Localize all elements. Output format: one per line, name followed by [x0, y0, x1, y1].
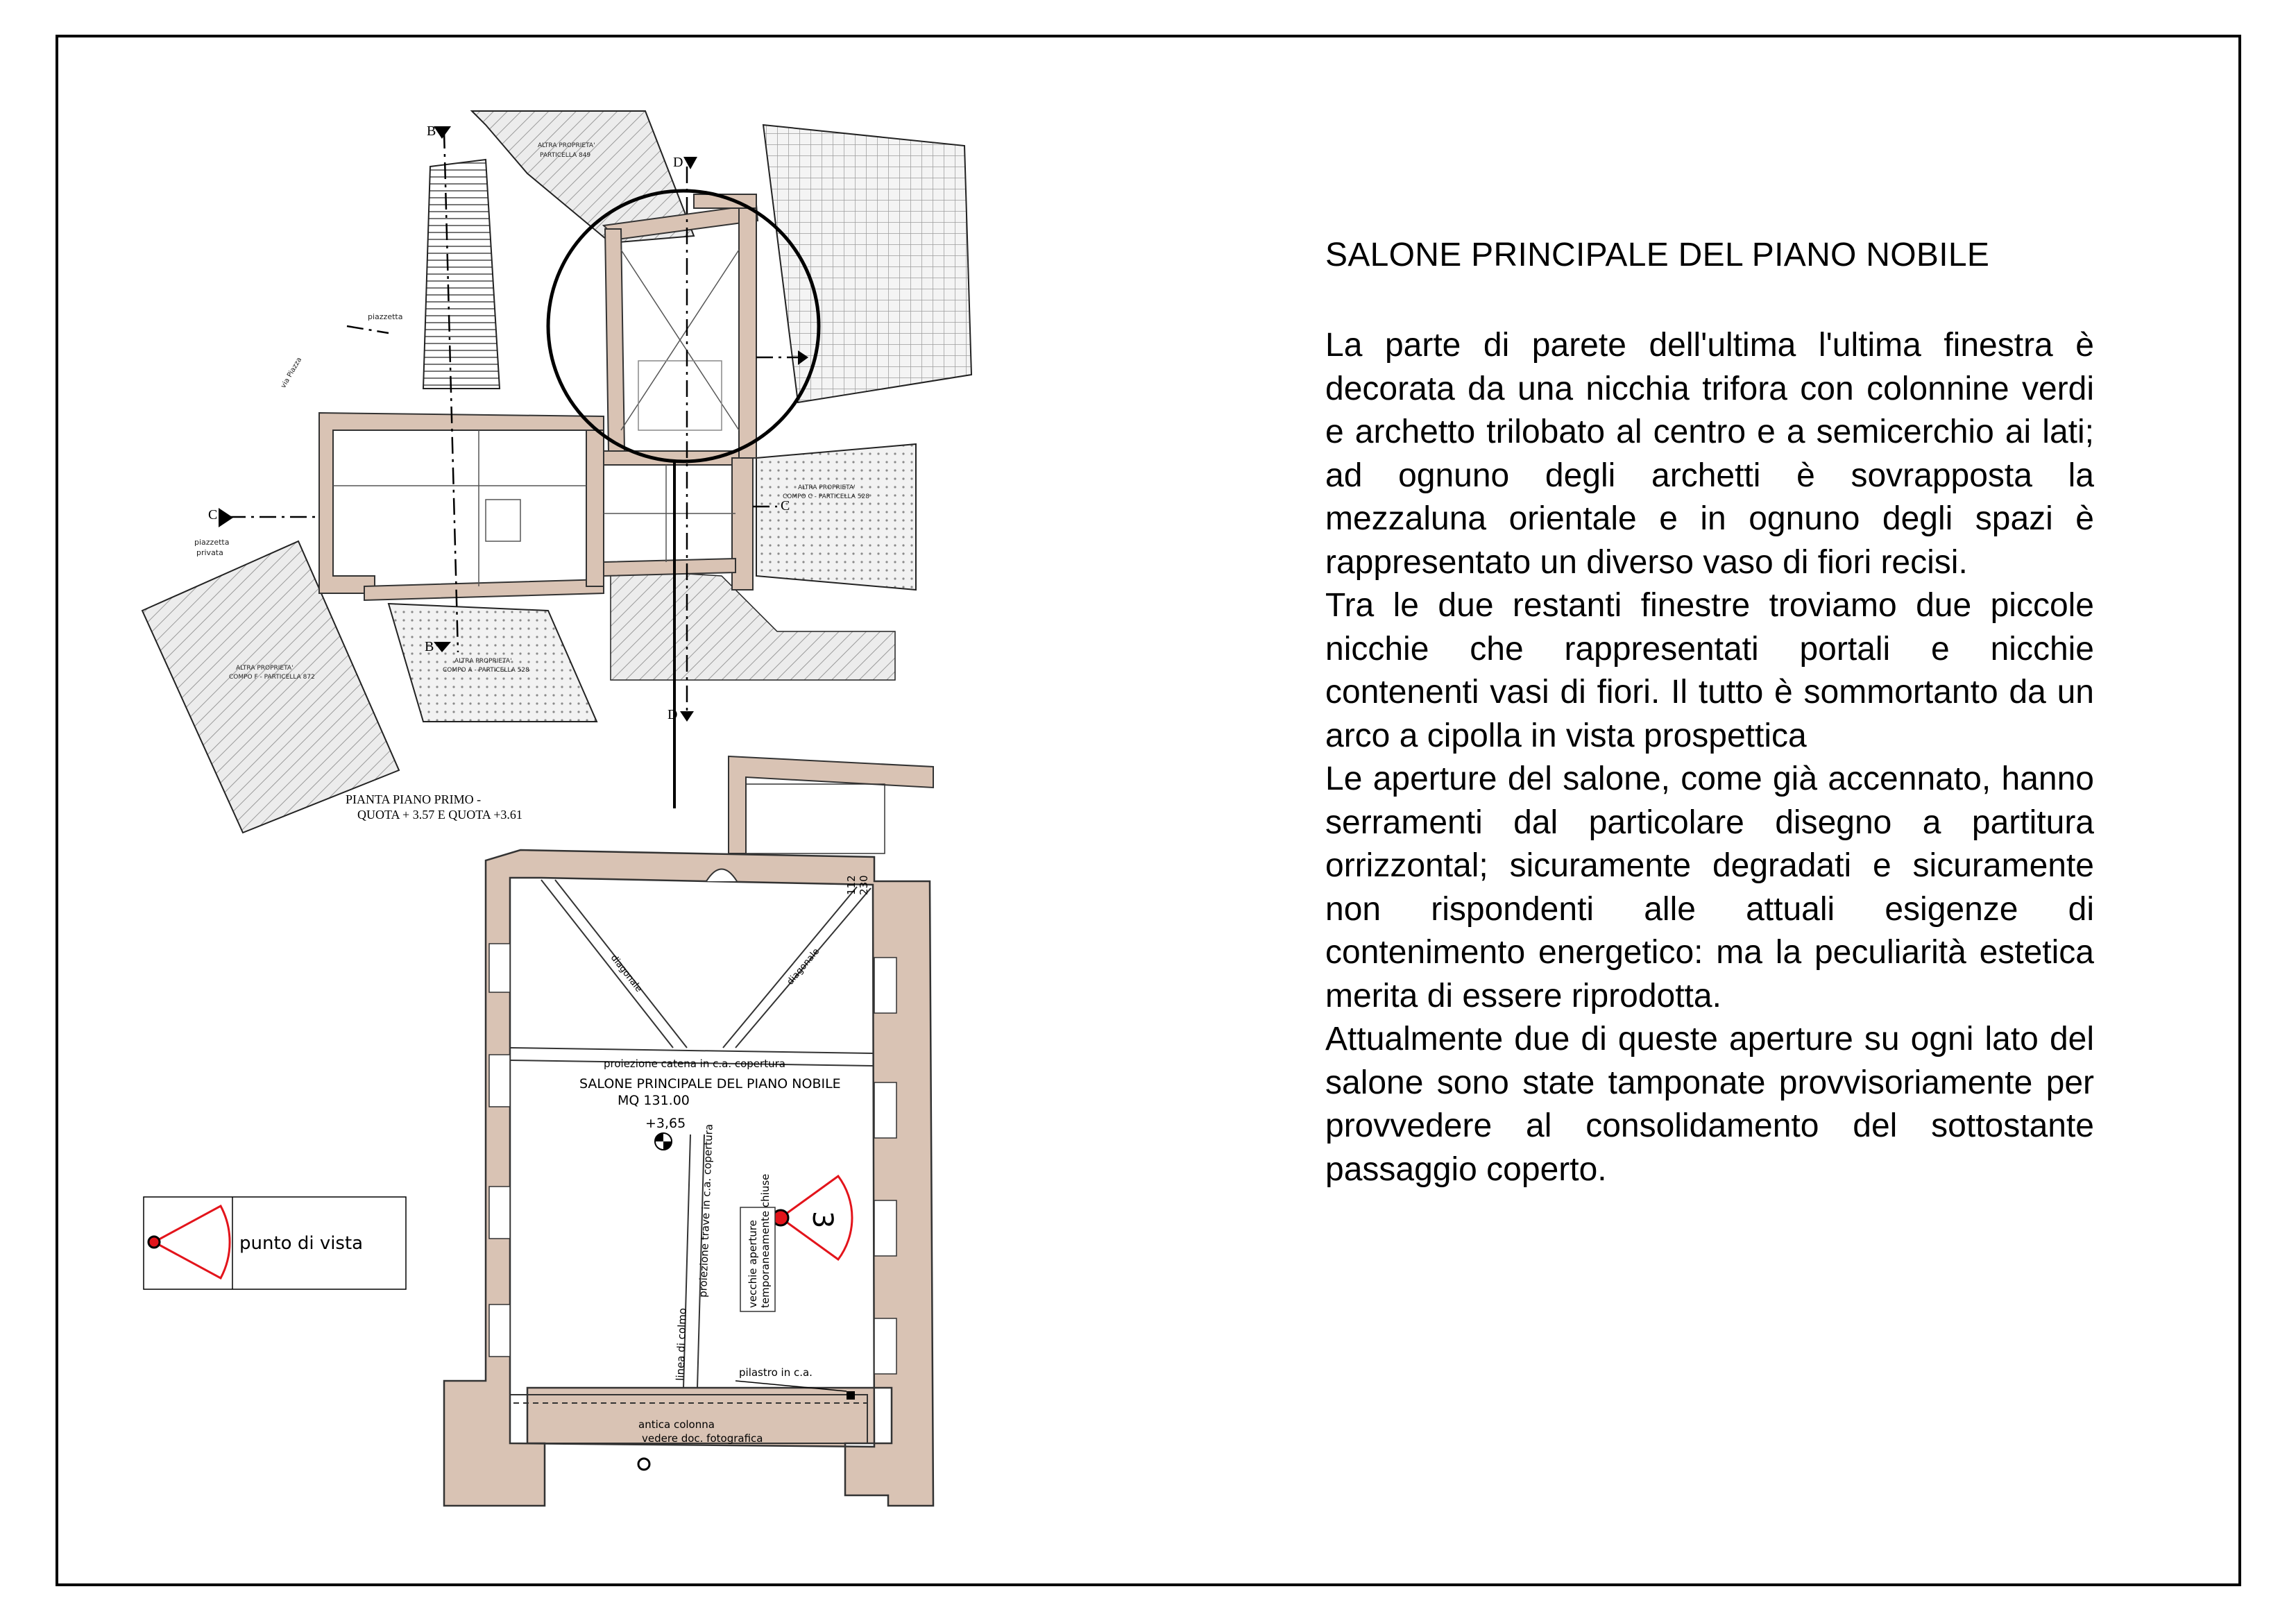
pilastro-label: pilastro in c.a. [739, 1366, 813, 1379]
colonna-label-line1: antica colonna [638, 1418, 715, 1431]
section-label-d-top: D [673, 155, 683, 170]
description-panel [1325, 236, 2094, 1191]
label-piazzetta-top: piazzetta [368, 312, 403, 321]
neighbour-top-right [763, 125, 971, 402]
label-altra-proprieta-bottom: ALTRA PROPRIETA' [454, 658, 512, 665]
section-label-d-bottom: D [667, 707, 678, 722]
room-title: SALONE PRINCIPALE DEL PIANO NOBILE [579, 1076, 841, 1091]
section-label-c-left: C [208, 507, 218, 522]
room-elevation: +3,65 [645, 1116, 686, 1131]
colmo-label: linea di colmo [674, 1307, 689, 1382]
annex-walls [729, 756, 933, 853]
legend [144, 1197, 406, 1289]
label-comparto-left: COMPO F - PARTICELLA 872 [229, 674, 315, 681]
section-label-c-right: C [781, 498, 790, 513]
label-particella-top: PARTICELLA 849 [540, 152, 591, 159]
site-plan-caption-line2: QUOTA + 3.57 E QUOTA +3.61 [357, 808, 522, 822]
paragraph-2: Tra le due restanti finestre troviamo due piccole nicchie che rappresentati portali e nicchie contenenti vasi di fiori. Il tutto è sommortanto da un arco a cipolla in vista prospettica [1325, 587, 2094, 754]
dimension-112: 112 [845, 875, 858, 895]
paragraph-3: Le aperture del salone, come già accennato, hanno serramenti dal particolare disegno a partitura orrizzontal; sicuramente degradati e sicuramente non rispondenti alle attuali esigenze di contenimento energetico: ma la peculiarità estetica merita di essere riprodotta. [1325, 760, 2094, 1014]
dimension-230: 230 [858, 875, 870, 895]
ceiling-projections [510, 880, 873, 1403]
elevation-marker [655, 1133, 672, 1150]
room-area: MQ 131.00 [618, 1093, 690, 1108]
detail-plan [444, 756, 933, 1506]
trave-label: proiezione trave in c.a. copertura [697, 1123, 715, 1298]
colonna-marker [638, 1459, 649, 1470]
panel-title: SALONE PRINCIPALE DEL PIANO NOBILE [1325, 237, 1990, 273]
neighbour-top-left [423, 160, 500, 389]
legend-label: punto di vista [239, 1233, 364, 1254]
neighbour-right [756, 444, 916, 590]
pilastro-marker [847, 1391, 855, 1400]
label-privata: privata [196, 548, 223, 557]
viewpoint-number: 3 [806, 1211, 838, 1229]
chiuse-label-line1: vecchie aperture [747, 1220, 759, 1308]
label-altra-proprieta-right: ALTRA PROPRIETA' [798, 484, 856, 491]
chiuse-label-line2: temporaneamente chiuse [759, 1173, 772, 1308]
label-comparto-bottom: COMPO A - PARTICELLA 528 [443, 667, 529, 674]
building-walls [319, 194, 758, 600]
label-altra-proprieta-top: ALTRA PROPRIETA' [538, 142, 595, 149]
colonna-label-line2: vedere doc. fotografica [642, 1432, 763, 1445]
label-via: via Piazza [280, 356, 304, 390]
paragraph-1: La parte di parete dell'ultima l'ultima finestra è decorata da una nicchia trifora con colonnine verdi e archetto trilobato al centro e a semicerchio ai lati; ad ognuno degli archetti è sovrapposta la mezzaluna orientale e in ognuno degli spazi è rappresentato un diverso vaso di fiori recisi. [1325, 327, 2094, 581]
section-label-b-bottom: B [425, 639, 434, 654]
window-openings [489, 944, 896, 1374]
label-comparto-right: COMPO C - PARTICELLA 528 [783, 493, 869, 500]
catena-label: proiezione catena in c.a. copertura [604, 1057, 785, 1070]
section-label-b-top: B [427, 124, 436, 139]
viewpoint-marker-3 [773, 1176, 852, 1259]
annex-room [746, 784, 885, 853]
paragraph-4: Attualmente due di queste aperture su ogni lato del salone sono state tamponate provvisoriamente per provvedere al consolidamento del sottostante passaggio coperto. [1325, 1021, 2094, 1188]
diagonal-left-label: diagonale [608, 953, 644, 994]
diagonal-right-label: diagonale [785, 946, 822, 987]
label-altra-proprieta-left: ALTRA PROPRIETA' [236, 665, 294, 672]
site-plan [142, 111, 971, 833]
site-plan-caption-line1: PIANTA PIANO PRIMO - [346, 792, 482, 806]
label-piazzetta-left: piazzetta [194, 538, 230, 547]
